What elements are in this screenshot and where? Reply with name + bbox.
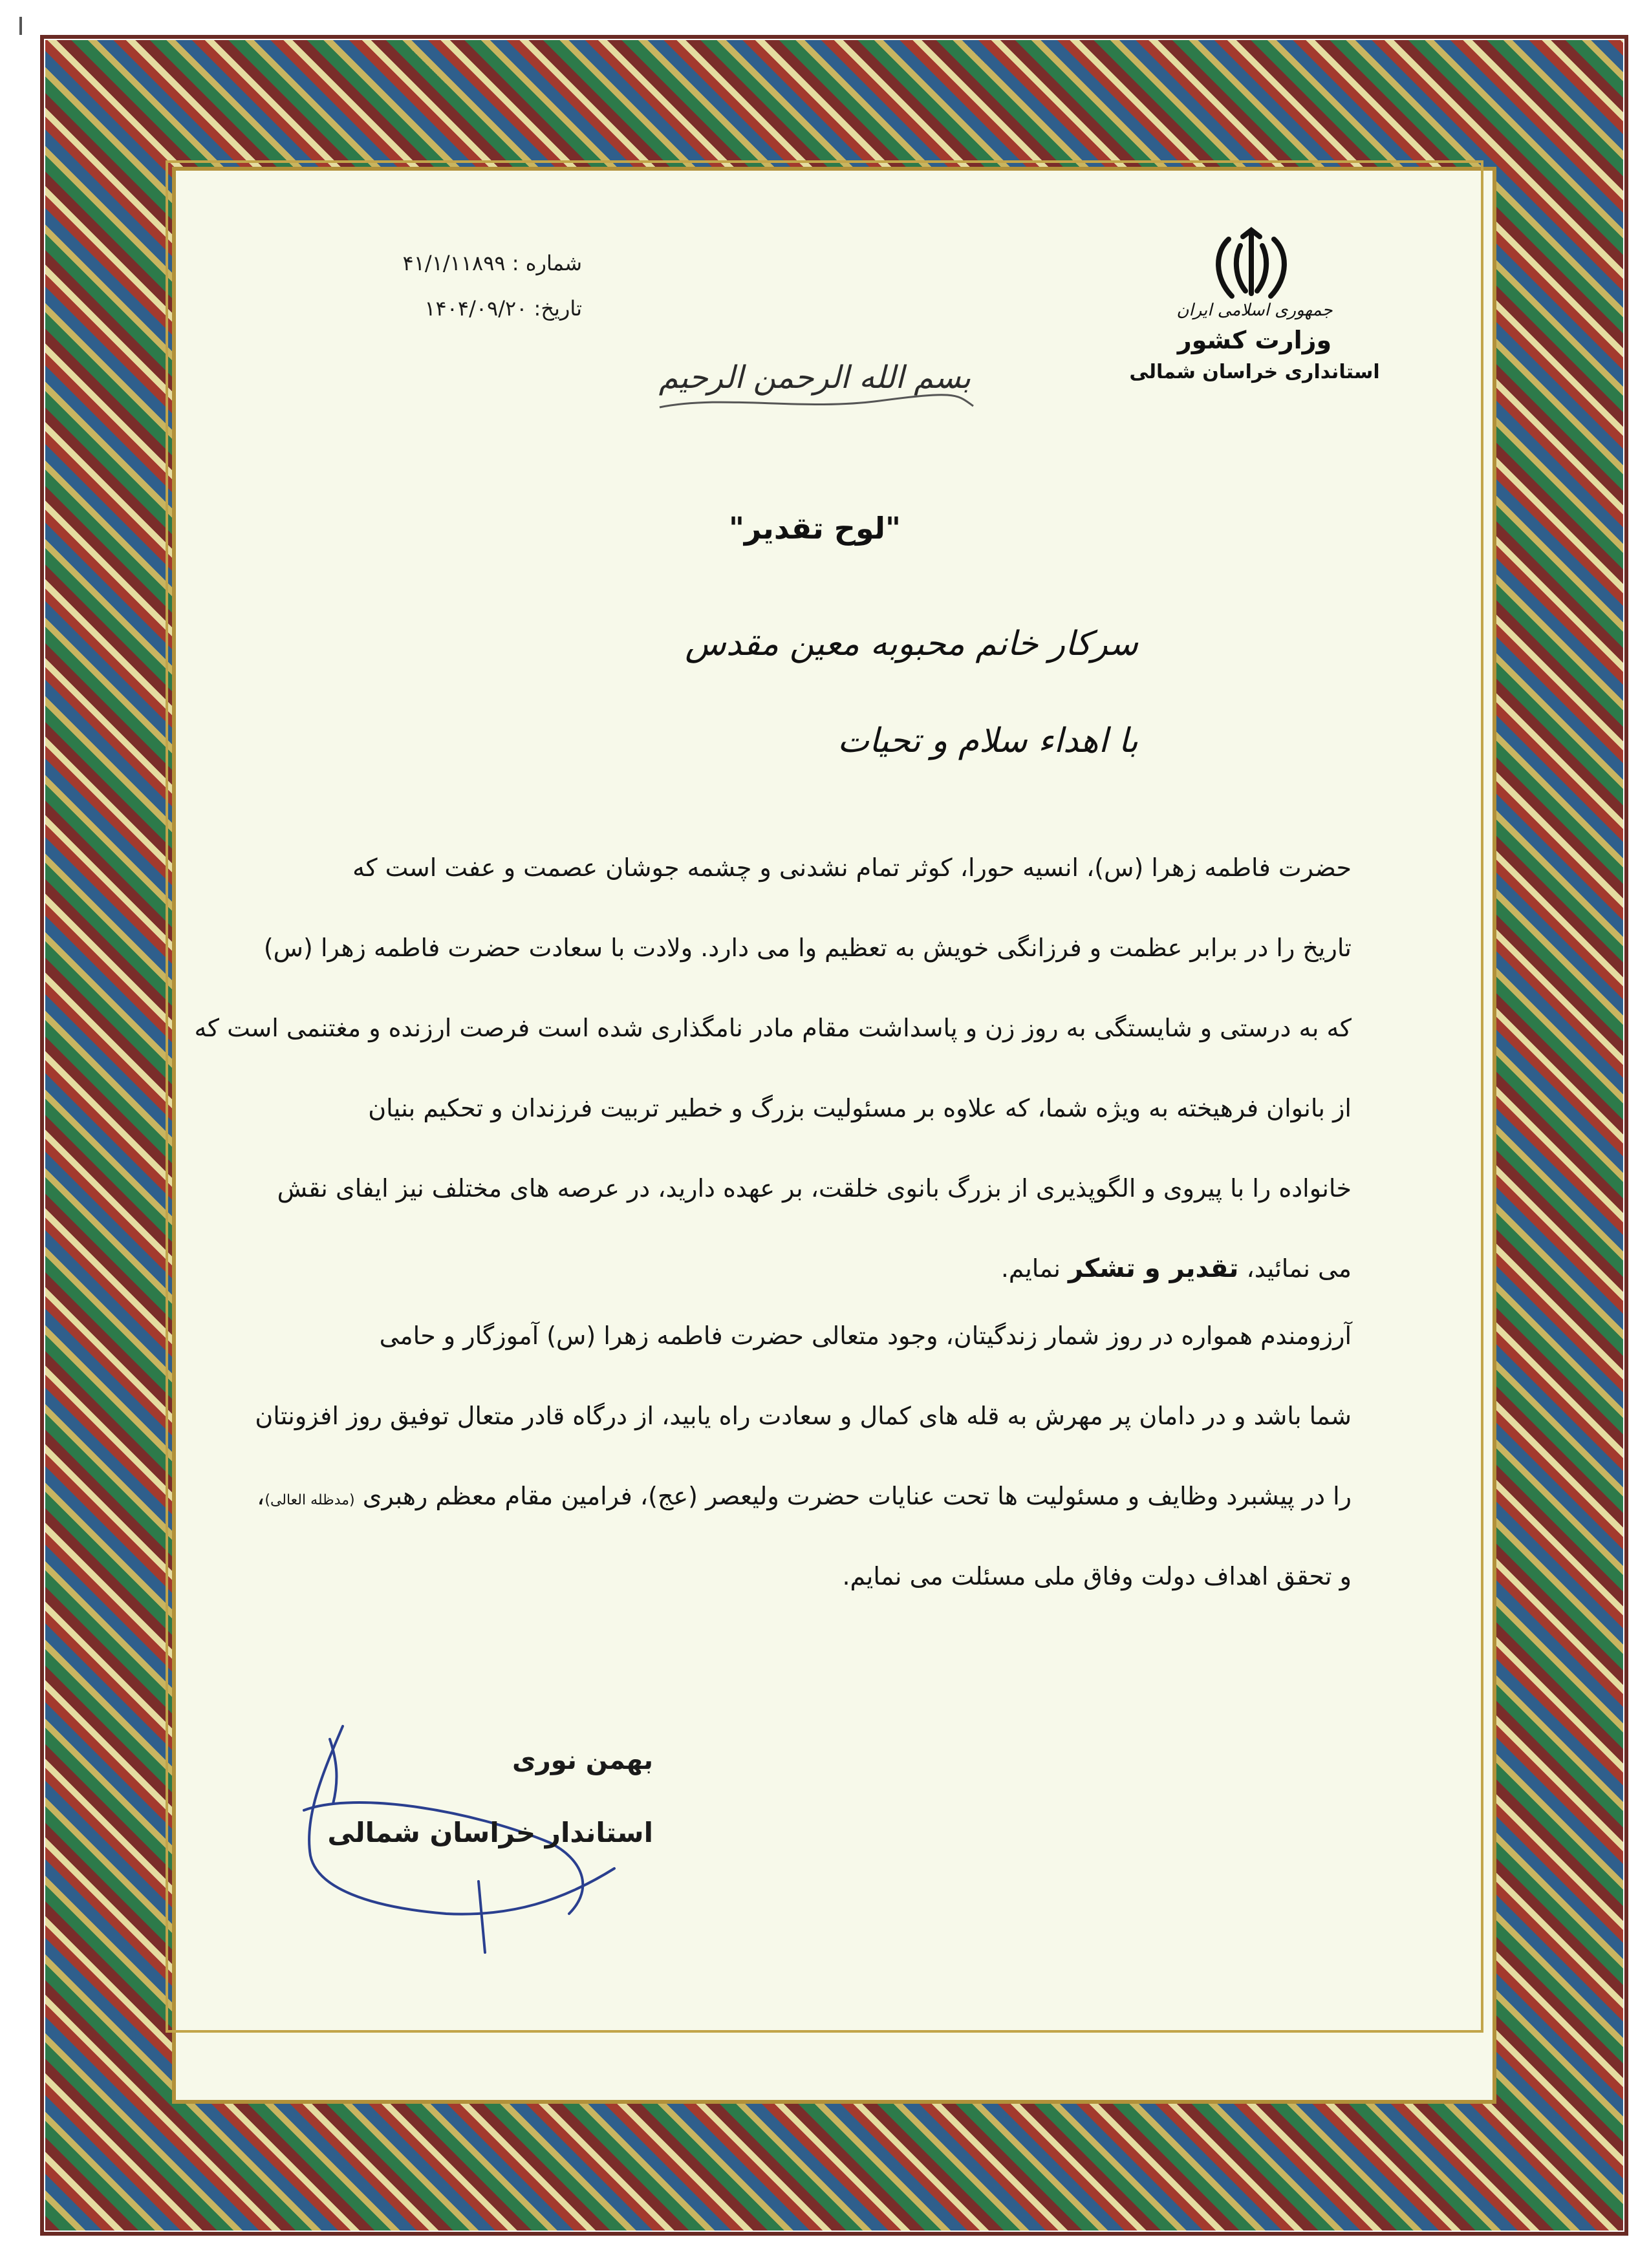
body-line: خانواده را با پیروی و الگوپذیری از بزرگ بانوی خلقت، بر عهده دارید، در عرصه های مختلف نیز ایفای نقش: [277, 1174, 1352, 1203]
letter-number: [349, 251, 582, 275]
department-label: استانداری خراسان شمالی: [1129, 361, 1380, 383]
republic-label: جمهوری اسلامی ایران: [1176, 301, 1333, 320]
date-label: تاریخ:: [534, 296, 582, 321]
body-line: آرزومندم همواره در روز شمار زندگیتان، وجود متعالی حضرت فاطمه زهرا (س) آموزگار و حامی: [379, 1321, 1352, 1350]
greeting-line: با اهداء سلام و تحیات: [837, 722, 1138, 760]
ministry-label: وزارت کشور: [1177, 326, 1332, 354]
number-value: ۴۱/۱/۱۱۸۹۹: [402, 251, 506, 275]
body-line: که به درستی و شایستگی به روز زن و پاسداشت مقام مادر نامگذاری شده است فرصت ارزنده و مغتنمی است که: [194, 1014, 1352, 1042]
issuer-header: [1099, 299, 1410, 387]
body-paragraph-1: [194, 828, 1352, 1309]
honorific-text: (مدظله العالی): [264, 1492, 355, 1508]
signature-block: [278, 1720, 653, 1965]
body-line: و تحقق اهداف دولت وفاق ملی مسئلت می نمایم.: [842, 1562, 1352, 1590]
body-paragraph-2: [255, 1296, 1352, 1616]
recipient-line: سرکار خانم محبوبه معین مقدس: [685, 625, 1138, 663]
body-text-span: نمایم.: [1000, 1254, 1061, 1283]
body-line: [257, 1456, 1352, 1536]
body-line: تاریخ را در برابر عظمت و فرزانگی خویش به تعظیم وا می دارد. ولادت با سعادت حضرت فاطمه زهرا (س): [263, 934, 1352, 962]
appreciation-emphasis: تقدیر و تشکر: [1068, 1254, 1239, 1283]
basmala-text: بسم الله الرحمن الرحیم: [658, 359, 971, 396]
body-line: حضرت فاطمه زهرا (س)، انسیه حورا، کوثر تمام نشدنی و چشمه جوشان عصمت و عفت است که: [352, 853, 1352, 882]
signatory-name: بهمن نوری: [512, 1746, 653, 1775]
body-text-span: را در پیشبرد وظایف و مسئولیت ها تحت عنایات حضرت ولیعصر (عج)، فرامین مقام معظم رهبری: [362, 1482, 1352, 1510]
basmala-calligraphy: [647, 349, 983, 420]
signatory-title: استاندار خراسان شمالی: [327, 1817, 653, 1848]
iran-emblem-icon: [1203, 226, 1300, 304]
page-corner-mark: [19, 17, 22, 35]
body-text-span: می نمائید،: [1246, 1254, 1352, 1283]
number-label: شماره :: [512, 251, 582, 275]
body-line: شما باشد و در دامان پر مهرش به قله های کمال و سعادت راه یابید، از درگاه قادر متعال توفیق روز افزونتان: [255, 1402, 1352, 1430]
date-value: ۱۴۰۴/۰۹/۲۰: [424, 296, 528, 321]
body-text-span: ،: [257, 1482, 265, 1510]
page-title: "لوح تقدیر": [728, 511, 901, 546]
letter-date: [349, 296, 582, 321]
body-line: از بانوان فرهیخته به ویژه شما، که علاوه بر مسئولیت بزرگ و خطیر تربیت فرزندان و تحکیم بنیان: [368, 1094, 1352, 1122]
